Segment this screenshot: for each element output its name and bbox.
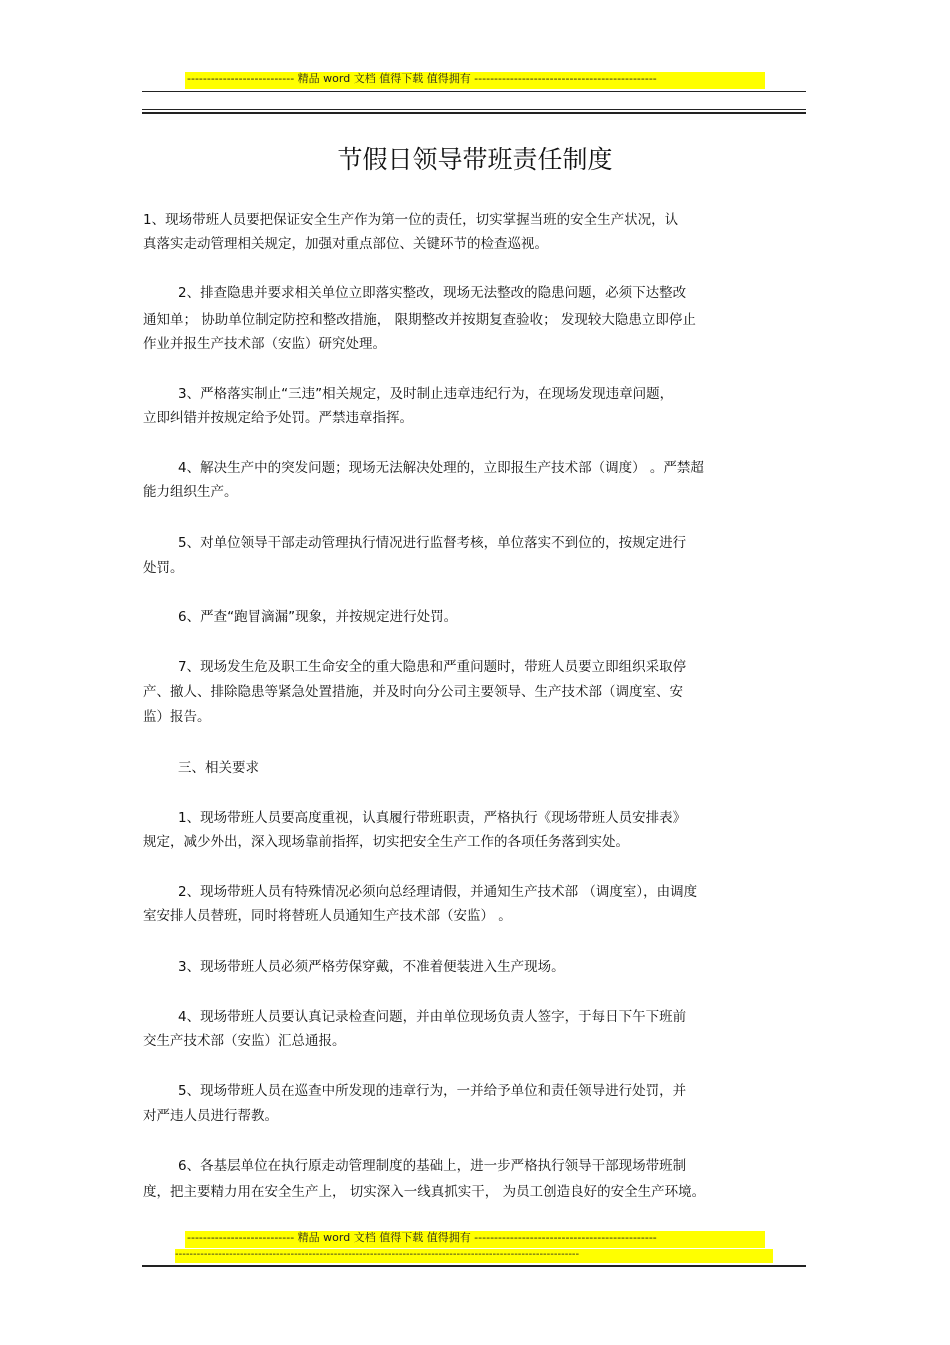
paragraph-line: 5、现场带班人员在巡查中所发现的违章行为，一并给予单位和责任领导进行处罚，并 <box>178 1083 687 1099</box>
paragraph-line: 立即纠错并按规定给予处罚。严禁违章指挥。 <box>143 410 413 426</box>
paragraph-line: 6、严查“跑冒滴漏”现象，并按规定进行处罚。 <box>178 609 458 625</box>
paragraph-line: 室安排人员替班，同时将替班人员通知生产技术部（安监） 。 <box>143 908 512 924</box>
paragraph-line: 1、现场带班人员要把保证安全生产作为第一位的责任，切实掌握当班的安全生产状况，认 <box>143 212 679 228</box>
paragraph-line: 2、排查隐患并要求相关单位立即落实整改，现场无法整改的隐患问题，必须下达整改 <box>178 285 687 301</box>
paragraph-line: 5、对单位领导干部走动管理执行情况进行监督考核，单位落实不到位的，按规定进行 <box>178 535 687 551</box>
paragraph-line: 1、现场带班人员要高度重视，认真履行带班职责，严格执行《现场带班人员安排表》 <box>178 810 687 826</box>
paragraph-line: 交生产技术部（安监）汇总通报。 <box>143 1033 346 1049</box>
paragraph-line: 对严违人员进行帮教。 <box>143 1108 278 1124</box>
document-title: 节假日领导带班责任制度 <box>337 145 613 174</box>
footer-dashes: ---------------------------------------------------------------------------------------------------------------- <box>175 1249 773 1263</box>
paragraph-line: 2、现场带班人员有特殊情况必须向总经理请假，并通知生产技术部 （调度室），由调度 <box>178 884 698 900</box>
paragraph-line: 4、现场带班人员要认真记录检查问题，并由单位现场负责人签字，于每日下午下班前 <box>178 1009 687 1025</box>
footer-banner: --------------------------- 精品 word 文档 值得下载 值得拥有 ---------------------------------------------- <box>185 1231 765 1248</box>
paragraph-line: 能力组织生产。 <box>143 484 238 500</box>
paragraph-line: 产、撤人、排除隐患等紧急处置措施，并及时向分公司主要领导、生产技术部（调度室、安 <box>143 684 683 700</box>
paragraph-line: 3、严格落实制止“三违”相关规定，及时制止违章违纪行为，在现场发现违章问题， <box>178 386 674 402</box>
paragraph-line: 度，把主要精力用在安全生产上， 切实深入一线真抓实干， 为员工创造良好的安全生产环境。 <box>143 1184 706 1200</box>
footer-rule <box>142 1265 806 1267</box>
paragraph-line: 真落实走动管理相关规定，加强对重点部位、关键环节的检查巡视。 <box>143 236 548 252</box>
header-rule <box>142 91 806 92</box>
paragraph-line: 3、现场带班人员必须严格劳保穿戴，不准着便装进入生产现场。 <box>178 959 565 975</box>
paragraph-line: 规定，减少外出，深入现场靠前指挥，切实把安全生产工作的各项任务落到实处。 <box>143 834 629 850</box>
paragraph-line: 监）报告。 <box>143 709 211 725</box>
paragraph-line: 6、各基层单位在执行原走动管理制度的基础上，进一步严格执行领导干部现场带班制 <box>178 1158 687 1174</box>
header-double-rule-bottom <box>142 112 806 114</box>
paragraph-line: 三、相关要求 <box>178 760 259 776</box>
paragraph-line: 7、现场发生危及职工生命安全的重大隐患和严重问题时，带班人员要立即组织采取停 <box>178 659 687 675</box>
paragraph-line: 通知单； 协助单位制定防控和整改措施， 限期整改并按期复查验收； 发现较大隐患立即停止 <box>143 312 696 328</box>
header-banner: --------------------------- 精品 word 文档 值得下载 值得拥有 ---------------------------------------------- <box>185 72 765 89</box>
paragraph-line: 作业并报生产技术部（安监）研究处理。 <box>143 336 386 352</box>
header-double-rule-top <box>142 109 806 110</box>
paragraph-line: 4、解决生产中的突发问题；现场无法解决处理的，立即报生产技术部（调度） 。严禁超 <box>178 460 704 476</box>
paragraph-line: 处罚。 <box>143 560 184 576</box>
